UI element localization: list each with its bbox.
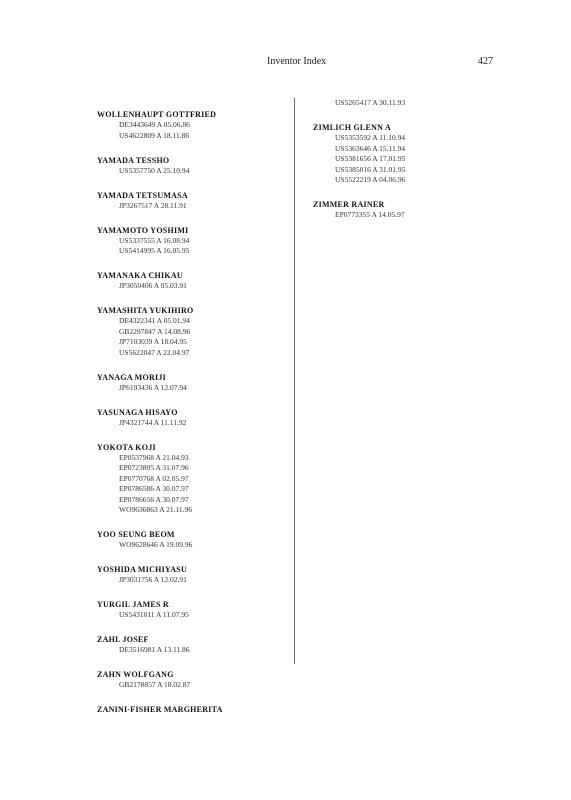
patent-record: WO9636863 A 21.11.96 bbox=[119, 505, 193, 514]
page-number: 427 bbox=[478, 56, 493, 67]
patent-record: US5353592 A 11.10.94 bbox=[335, 133, 406, 142]
patent-record: US5265417 A 30.11.93 bbox=[335, 98, 406, 107]
patent-record: GB2178857 A 18.02.87 bbox=[119, 680, 191, 689]
patent-record: US5337555 A 16.08.94 bbox=[119, 235, 190, 245]
left-column bbox=[97, 109, 287, 729]
inventor-entry bbox=[97, 407, 287, 429]
patent-record: US5385016 A 31.01.95 bbox=[335, 164, 406, 174]
patent-record: US5622047 A 22.04.97 bbox=[119, 347, 190, 357]
patent-record: JP3267517 A 28.11.91 bbox=[119, 200, 187, 210]
inventor-entry bbox=[97, 529, 287, 551]
inventor-entry bbox=[97, 270, 287, 292]
patent-record: JP6193436 A 12.07.94 bbox=[119, 382, 187, 392]
inventor-entry bbox=[97, 442, 287, 516]
inventor-name: WOLLENHAUPT GOTTFRIED bbox=[97, 110, 217, 119]
patent-record: GB2297847 A 14.08.96 bbox=[119, 326, 191, 336]
patent-record: US4622809 A 18.11.86 bbox=[119, 130, 190, 140]
inventor-entry bbox=[97, 225, 287, 257]
inventor-name: ZAHL JOSEF bbox=[97, 635, 149, 644]
patent-record: US5522219 A 04.06.96 bbox=[335, 175, 406, 184]
inventor-entry bbox=[97, 155, 287, 177]
patent-record: US5414995 A 16.05.95 bbox=[119, 246, 190, 255]
inventor-name: YASUNAGA HISAYO bbox=[97, 407, 178, 417]
inventor-name: ZAHN WOLFGANG bbox=[97, 670, 174, 679]
inventor-entry bbox=[97, 599, 287, 621]
patent-record: JP4321744 A 11.11.92 bbox=[119, 417, 187, 427]
patent-record: EP0770768 A 02.05.97 bbox=[119, 473, 189, 483]
patent-record: JP3050406 A 05.03.91 bbox=[119, 281, 187, 290]
patent-record: US5381656 A 17.01.95 bbox=[335, 154, 406, 163]
inventor-entry bbox=[313, 199, 513, 221]
patent-record: US5357750 A 25.10.94 bbox=[119, 165, 190, 175]
patent-record: US5431011 A 11.07.95 bbox=[119, 610, 189, 619]
continued-entry bbox=[313, 98, 513, 109]
inventor-entry bbox=[97, 704, 287, 715]
column-divider bbox=[294, 98, 295, 664]
inventor-name: YAMADA TETSUMASA bbox=[97, 190, 188, 200]
patent-record: DE3516981 A 13.11.86 bbox=[119, 645, 190, 654]
inventor-name: YOO SEUNG BEOM bbox=[97, 530, 175, 539]
inventor-entry bbox=[97, 372, 287, 394]
patent-record: EP0786586 A 30.07.97 bbox=[119, 484, 189, 493]
inventor-name: YAMASHITA YUKIHIRO bbox=[97, 306, 194, 315]
inventor-entry bbox=[313, 122, 513, 186]
patent-record: EP0786656 A 30.07.97 bbox=[119, 494, 189, 504]
patent-record: DE3443649 A 05.06.86 bbox=[119, 120, 190, 129]
inventor-entry bbox=[97, 305, 287, 358]
patent-record: EP0537968 A 21.04.93 bbox=[119, 452, 189, 462]
inventor-name: ZIMMER RAINER bbox=[313, 200, 385, 209]
inventor-name: YAMANAKA CHIKAU bbox=[97, 271, 183, 280]
patent-record: DE4322341 A 05.01.94 bbox=[119, 316, 190, 325]
patent-record: US5363646 A 15.11.94 bbox=[335, 143, 406, 153]
inventor-name: YOSHIDA MICHIYASU bbox=[97, 565, 187, 574]
patent-record: EP0773355 A 14.05.97 bbox=[335, 210, 405, 219]
inventor-name: YOKOTA KOJI bbox=[97, 442, 156, 452]
patent-record: JP3031756 A 12.02.91 bbox=[119, 575, 187, 584]
inventor-entry bbox=[97, 634, 287, 656]
inventor-entry bbox=[97, 564, 287, 586]
inventor-entry bbox=[97, 190, 287, 212]
inventor-name: YURGIL JAMES R bbox=[97, 600, 169, 609]
inventor-name: ZIMLICH GLENN A bbox=[313, 123, 391, 132]
patent-record: JP7103039 A 18.04.95 bbox=[119, 337, 187, 346]
header-title: Inventor Index bbox=[267, 56, 327, 67]
inventor-entry bbox=[97, 669, 287, 691]
inventor-entry bbox=[97, 109, 287, 141]
inventor-name: ZANINI-FISHER MARGHERITA bbox=[97, 705, 223, 714]
inventor-name: YANAGA MORIJI bbox=[97, 372, 166, 382]
inventor-name: YAMADA TESSHO bbox=[97, 155, 170, 165]
patent-record: EP0723805 A 31.07.96 bbox=[119, 463, 189, 472]
inventor-name: YAMAMOTO YOSHIMI bbox=[97, 225, 189, 235]
right-column bbox=[313, 98, 513, 234]
patent-record: WO9628646 A 19.09.96 bbox=[119, 540, 193, 549]
